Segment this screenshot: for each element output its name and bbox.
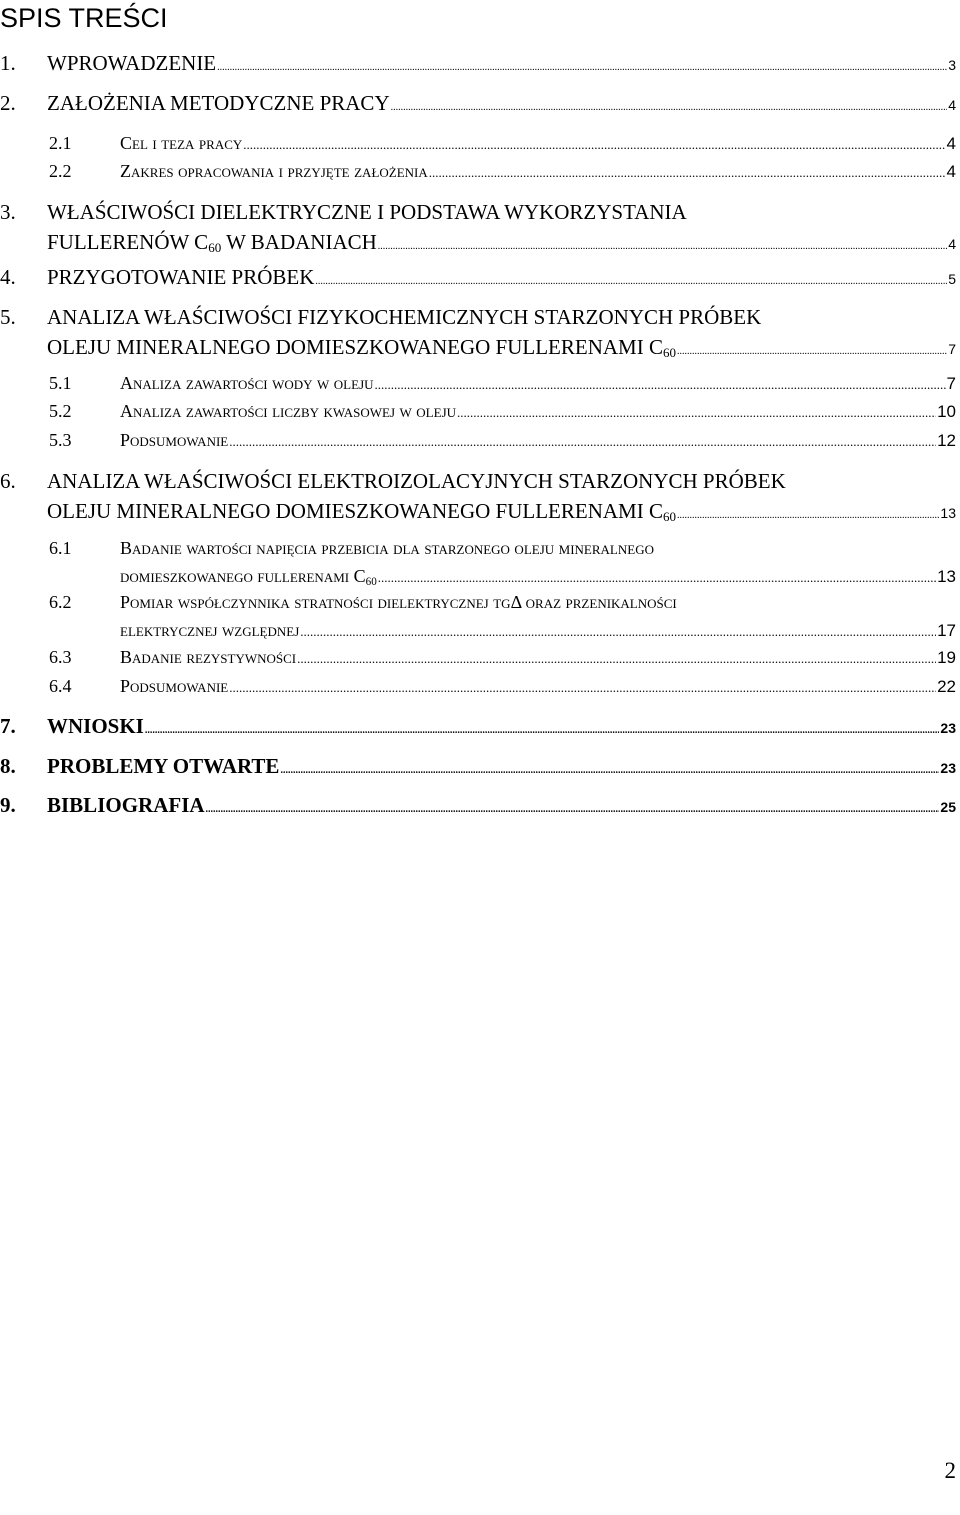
toc-entry-page: 13 xyxy=(940,505,956,521)
toc-entry-number: 8. xyxy=(0,754,16,778)
toc-entry-title: FULLERENÓW $C_{60}$ W BADANIACH xyxy=(47,230,377,255)
toc-entry-page: 4 xyxy=(946,162,956,181)
toc-entry-page: 13 xyxy=(937,567,956,586)
subscript-60: 60 xyxy=(662,509,676,524)
toc-entry-title: ANALIZA WŁAŚCIWOŚCI ELEKTROIZOLACYJNYCH STARZONYCH PRÓBEK xyxy=(47,469,786,493)
toc-entry-title: elektrycznej względnej xyxy=(120,620,300,640)
toc-entry-title: WPROWADZENIE xyxy=(47,51,217,75)
toc-entry-page: 3 xyxy=(948,57,956,73)
toc-entry-title: Badanie rezystywności xyxy=(120,647,297,667)
dot-leader xyxy=(280,756,939,786)
dot-leader xyxy=(229,428,936,456)
toc-title: SPIS TREŚCI xyxy=(0,3,168,33)
dot-leader xyxy=(145,716,940,746)
dot-leader xyxy=(457,399,936,427)
toc-entry-title: BIBLIOGRAFIA xyxy=(47,793,205,817)
toc-entry-number: 5.3 xyxy=(49,430,72,450)
subscript-60: 60 xyxy=(208,240,222,255)
toc-entry-number: 9. xyxy=(0,793,16,817)
toc-entry-title: Badanie wartości napięcia przebicia dla starzonego oleju mineralnego xyxy=(120,538,654,558)
toc-entry-title: Pomiar współczynnika stratności dielektrycznej tgΔ oraz przenikalności xyxy=(120,592,677,612)
toc-entry-number: 2. xyxy=(0,91,16,115)
toc-entry-number: 6.2 xyxy=(49,592,72,612)
toc-entry-page: 4 xyxy=(946,134,956,153)
toc-entry-number: 5.2 xyxy=(49,401,72,421)
toc-entry-page: 23 xyxy=(940,720,956,736)
dot-leader xyxy=(229,674,936,702)
toc-entry-title: WNIOSKI xyxy=(47,714,144,738)
dot-leader xyxy=(429,159,946,187)
toc-entry-number: 6.3 xyxy=(49,647,72,667)
toc-entry-number: 2.1 xyxy=(49,133,72,153)
toc-entry-page: 4 xyxy=(948,97,956,113)
dot-leader xyxy=(677,337,947,367)
dot-leader xyxy=(206,795,940,825)
dot-leader xyxy=(677,501,939,531)
toc-entry-number: 7. xyxy=(0,714,16,738)
dot-leader xyxy=(243,131,945,159)
toc-entry-number: 1. xyxy=(0,51,16,75)
dot-leader xyxy=(217,53,947,83)
toc-entry-page: 19 xyxy=(937,648,956,667)
toc-entry-page: 7 xyxy=(948,341,956,357)
toc-entry-title: OLEJU MINERALNEGO DOMIESZKOWANEGO FULLERENAMI $C_{60}$ xyxy=(47,335,676,360)
toc-entry-page: 7 xyxy=(946,374,956,393)
toc-entry-title: Podsumowanie xyxy=(120,676,229,696)
dot-leader xyxy=(391,93,948,123)
toc-entry-title: Zakres opracowania i przyjęte założenia xyxy=(120,161,428,181)
toc-entry-page: 23 xyxy=(940,760,956,776)
toc-entry-number: 3. xyxy=(0,200,16,224)
toc-entry-title: ZAŁOŻENIA METODYCZNE PRACY xyxy=(47,91,390,115)
dot-leader xyxy=(300,618,936,646)
toc-entry-page: 12 xyxy=(937,431,956,450)
dot-leader xyxy=(378,232,947,262)
toc-entry-number: 6. xyxy=(0,469,16,493)
toc-entry-title: domieszkowanego fullerenami $C_{60}$ xyxy=(120,566,377,588)
toc-entry-title: Analiza zawartości liczby kwasowej w oleju xyxy=(120,401,457,421)
subscript-60: 60 xyxy=(365,576,377,588)
toc-entry-number: 5.1 xyxy=(49,373,72,393)
toc-entry-title: OLEJU MINERALNEGO DOMIESZKOWANEGO FULLERENAMI $C_{60}$ xyxy=(47,499,676,524)
dot-leader xyxy=(375,371,946,399)
toc-entry-page: 5 xyxy=(948,271,956,287)
toc-entry-title: Analiza zawartości wody w oleju xyxy=(120,373,374,393)
subscript-60: 60 xyxy=(662,345,676,360)
toc-entry-number: 4. xyxy=(0,265,16,289)
toc-entry-number: 2.2 xyxy=(49,161,72,181)
toc-entry-page: 4 xyxy=(948,236,956,252)
dot-leader xyxy=(297,645,936,673)
toc-entry-title: ANALIZA WŁAŚCIWOŚCI FIZYKOCHEMICZNYCH STARZONYCH PRÓBEK xyxy=(47,305,762,329)
toc-entry-page: 10 xyxy=(937,402,956,421)
toc-entry-number: 6.4 xyxy=(49,676,72,696)
toc-entry-page: 17 xyxy=(937,621,956,640)
toc-entry-page: 25 xyxy=(940,799,956,815)
toc-entry-title: Podsumowanie xyxy=(120,430,229,450)
toc-entry-title: WŁAŚCIWOŚCI DIELEKTRYCZNE I PODSTAWA WYKORZYSTANIA xyxy=(47,200,687,224)
toc-entry-number: 6.1 xyxy=(49,538,72,558)
toc-entry-title: PRZYGOTOWANIE PRÓBEK xyxy=(47,265,315,289)
toc-entry-title: PROBLEMY OTWARTE xyxy=(47,754,280,778)
toc-entry-title: Cel i teza pracy xyxy=(120,133,243,153)
toc-entry-number: 5. xyxy=(0,305,16,329)
dot-leader xyxy=(315,267,947,297)
toc-entry-page: 22 xyxy=(937,677,956,696)
page-number: 2 xyxy=(944,1458,956,1483)
